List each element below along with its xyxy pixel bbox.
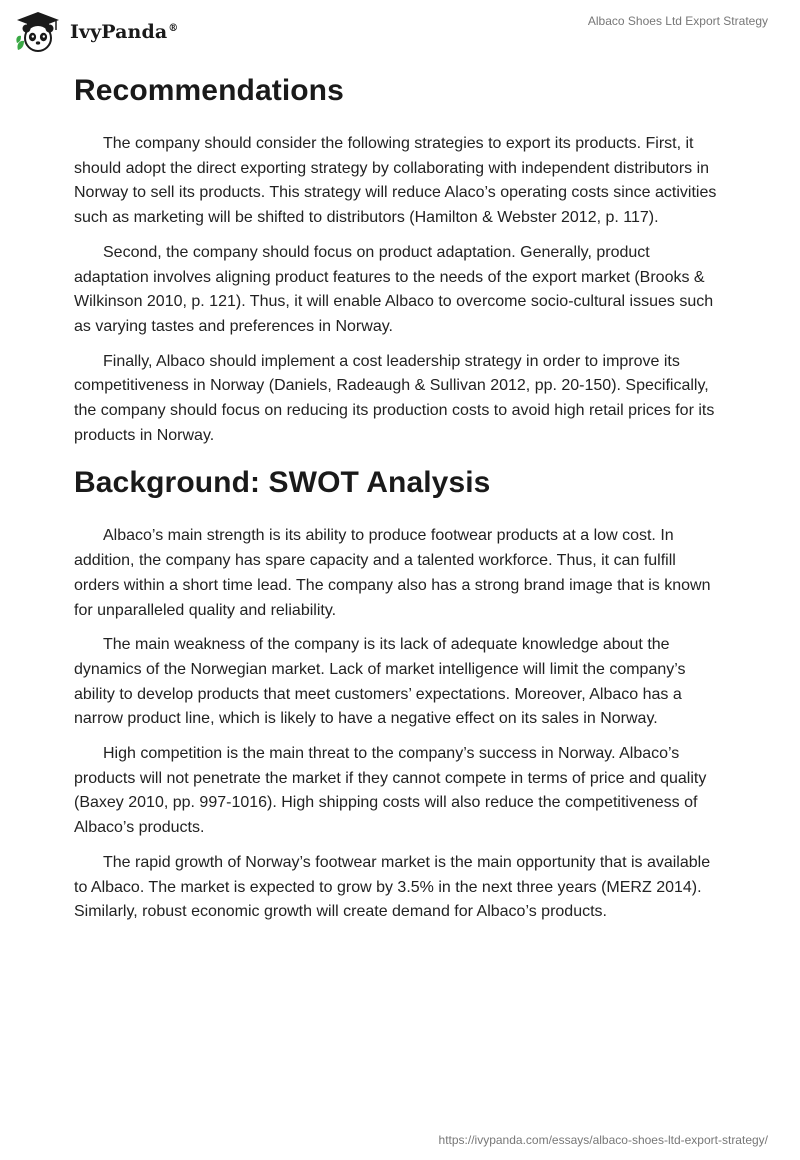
- swot-threat-paragraph: High competition is the main threat to the company’s success in Norway. Albaco’s products will not penetrate the market if they cannot compete in terms of price and quality (Baxey 2010, pp. 997-1016). High shipping costs will also reduce the competitiveness of Albaco’s products.: [74, 745, 707, 837]
- document-title: Albaco Shoes Ltd Export Strategy: [587, 14, 768, 28]
- recommendations-heading: Recommendations: [74, 74, 344, 107]
- source-url-link[interactable]: https://ivypanda.com/essays/albaco-shoes-ltd-export-strategy/: [438, 1133, 768, 1147]
- recommendations-paragraph-2: Second, the company should focus on product adaptation. Generally, product adaptation involves aligning product features to the needs of the export market (Brooks & Wilkinson 2010, p. 121). Thus, it will enable Albaco to overcome socio-cultural issues such as varying tastes and preferences in Norway.: [74, 243, 714, 335]
- recommendations-paragraph-1: The company should consider the following strategies to export its products. First, it should adopt the direct exporting strategy by collaborating with independent distributors in Norway to sell its products. This strategy will reduce Alaco’s operating costs since activities such as marketing will be shifted to distributors (Hamilton & Webster 2012, p. 117).: [74, 135, 717, 227]
- swot-strength-paragraph: Albaco’s main strength is its ability to produce footwear products at a low cost. In addition, the company has spare capacity and a talented workforce. Thus, it can fulfill orders within a short time lead. The company also has a strong brand image that is known for unparalleled quality and reliability.: [74, 527, 711, 619]
- essay-content: [74, 72, 722, 935]
- brand-name: [70, 21, 178, 43]
- page-header: [0, 0, 800, 70]
- recommendations-paragraph-3: Finally, Albaco should implement a cost leadership strategy in order to improve its competitiveness in Norway (Daniels, Radeaugh & Sullivan 2012, pp. 20-150). Specifically, the company should focus on reducing its production costs to avoid high retail prices for its products in Norway.: [74, 352, 715, 444]
- swot-opportunity-paragraph: The rapid growth of Norway’s footwear market is the main opportunity that is available to Albaco. The market is expected to grow by 3.5% in the next three years (MERZ 2014). Similarly, robust economic growth will create demand for Albaco’s products.: [74, 853, 711, 921]
- swot-weakness-paragraph: The main weakness of the company is its lack of adequate knowledge about the dynamics of the Norwegian market. Lack of market intelligence will limit the company’s ability to develop products that meet customers’ expectations. Moreover, Albaco has a narrow product line, which is likely to have a negative effect on its sales in Norway.: [74, 636, 686, 728]
- registered-mark: ®: [168, 22, 179, 34]
- ivypanda-logo[interactable]: [14, 10, 178, 54]
- panda-graduation-cap-icon: [14, 10, 62, 54]
- swot-analysis-heading: Background: SWOT Analysis: [74, 466, 491, 500]
- brand-name-text: IvyPanda: [70, 21, 168, 43]
